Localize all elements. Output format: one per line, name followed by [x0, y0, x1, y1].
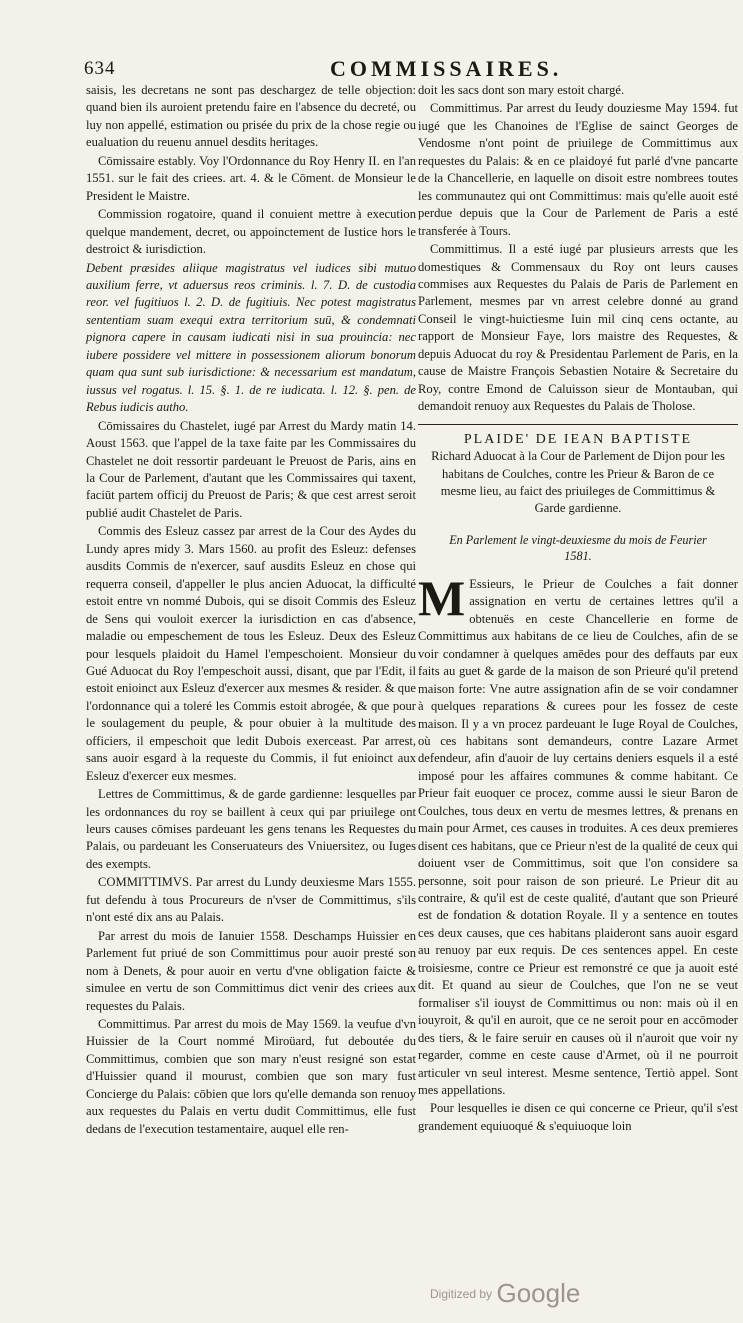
plaide-body [418, 569, 738, 1136]
plaide-subtitle: Richard Aduocat à la Cour de Parlement de Dijon pour les habitans de Coulches, contre les Prieur & Baron de ce mesme lieu, au faict des priuileges de Committimus & Garde gardienne. [431, 449, 725, 516]
left-column [86, 82, 416, 1139]
page-number: 634 [84, 58, 116, 79]
latin-citation: Debent præsides aliique magistratus vel iudices sibi mutuo auxilium ferre, vt aduersus reos criminis. l. 7. D. de custodia reor. vel fugitiuos l. 2. D. de fugitiuis. Nec potest magistratus sententiam suam exequi extra territorium suū, & condemnati pignora capere in causam iudicati nisi in sua prouincia: nec iubere possidere vel mittere in possessionem aliorum bonorum quam qua sunt sub iurisdictione: & necessarium est mandatum, iussus vel rogatus. l. 15. §. 1. de re iudicata. l. 12. §. pen. de Rebus iudicis autho. [86, 260, 416, 415]
paragraph: doit les sacs dont son mary estoit chargé. [418, 83, 625, 97]
paragraph: COMMITTIMVS. Par arrest du Lundy deuxiesme Mars 1555. fut defendu à tous Procureurs de n'vser de Committimus, s'ils n'ont esté dix ans au Palais. [86, 875, 416, 925]
paragraph: Commission rogatoire, quand il conuient mettre à execution quelque mandement, decret, ou appoinctement de Iustice hors le destroict & iurisdiction. [86, 207, 416, 257]
paragraph: Pour lesquelles ie disen ce qui concerne ce Prieur, qu'il s'est grandement equiuoqué & s'equiuoque loin [418, 1101, 738, 1133]
plaide-title: PLAIDE' DE IEAN BAPTISTE [463, 431, 693, 447]
running-head: COMMISSAIRES. [330, 56, 563, 81]
watermark-prefix: Digitized by [430, 1287, 493, 1301]
paragraph: Cōmissaires du Chastelet, iugé par Arrest du Mardy matin 14. Aoust 1563. que l'appel de la taxe faite par les Commissaires du Chastelet ne doit ressortir pardeuant le Preuost de Paris, ains en la Cour de Parlement, d'autant que les Commissaires qui taxent, faciūt partem officij du Preuost de Paris; & que cest arrest seroit publié audit Chastelet de Paris. [86, 418, 416, 520]
paragraph: Par arrest du mois de Ianuier 1558. Deschamps Huissier en Parlement fut priué de son Committimus pour auoir presté son nom à Denets, & pour auoir en vertu d'vne obligation faicte & simulee en vertu de son Committimus dict venir des criees aux requestes du Palais. [86, 928, 416, 1013]
google-logo: Google [496, 1278, 581, 1308]
paragraph: Committimus. Par arrest du Ieudy douziesme May 1594. fut iugé que les Chanoines de l'Eglise de sainct Georges de Vendosme n'ont point de priuilege de Committimus aux requestes du Palais: & en ce plaidoyé fut parlé d'vne pancarte de la Chancellerie, en laquelle on disoit estre nombrees toutes les communautez qui ont Committimus: mais qu'elle auoit esté perdue depuis que la Cour de Parlement de Paris a esté transferée à Tours. [418, 101, 738, 238]
paragraph: Lettres de Committimus, & de garde gardienne: lesquelles par les ordonnances du roy se baillent à ceux qui par priuilege ont leurs causes cōmises pardeuant les gens tenans les Requestes du Palais, ou pardeuant les Conseruateurs des Vniuersitez, ou Iuges des exempts. [86, 787, 416, 871]
right-column [418, 82, 738, 1136]
paragraph: Cōmissaire estably. Voy l'Ordonnance du Roy Henry II. en l'an 1551. sur le fait des criees. art. 4. & le Cōment. de Monsieur le President le Maistre. [86, 153, 416, 203]
drop-cap: M [418, 569, 466, 626]
paragraph: saisis, les decretans ne sont pas deschargez de telle objection: quand bien ils auroient pretendu faire en l'absence du decreté, ou luy non appellé, estimation ou prisée du prix de la chose regie ou eualuation du reuenu annuel desdits heritages. [86, 83, 416, 150]
paragraph: Committimus. Il a esté iugé par plusieurs arrests que les domestiques & Commensaux du Roy ont leurs causes commises aux Requestes du Palais de Paris de Parlement en Parlement, mesmes par vn arrest celebre donné au grand Conseil le vingt-huictiesme Iuin mil cinq cens octante, au rapport de Monsieur Faye, lors maistre des Requestes, & depuis Aduocat du roy & Presidentau Parlement de Paris, en la cause de Maistre François Sebastien Notaire & Secretaire du Roy, contre Emond de Caluisson sieur de Montauban, qui demandoit renuoy aux Requestes du Palais de Tholose. [418, 242, 738, 414]
section-divider [418, 424, 738, 425]
paragraph: Essieurs, le Prieur de Coulches a fait donner assignation en vertu de certaines lettres qu'il a obtenuës en ceste Chancellerie en forme de Committimus aux habitans de ce lieu de Coulches, afin de se voir condamner à quelques amēdes pour des deffauts par eux faits au guet & garde de la maison de son Prieuré qu'il pretend maison forte: Vne autre assignation afin de se voir condamner à quelques reparations & curees pour les fossez de ceste maison. Il y a vn procez pardeuant le Iuge Royal de Coulches, où ces habitans sont demandeurs, contre Lazare Armet defendeur, afin d'auoir de luy certains deniers esquels il a esté imposé pour les affaires communes & comme habitant. Ce Prieur fait euoquer ce procez, comme aussi le sieur Baron de Coulches, tous deux en vertu de mesmes lettres, & prenans en main pour Armet, ces causes in troduites. A ces deux premieres disent ces habitans, que ce Prieur n'est de la qualité de ceux qui doiuent vser de Committimus, soit que l'on considere sa personne, soit pour raison de son prieuré. Le Prieur dit au contraire, & qu'il est de ceste qualité, d'autant que son Prieuré est de fondation & dotation Royale. Il y a sentence en toutes ces deux causes, que ces habitans plaideront sans auoir esgard au renuoy par eux requis. De ces sentences appel. En ceste troisiesme, contre ce Prieur est remonstré ce que ja auoit esté dit. Et quand au sieur de Coulches, que l'on ne se veut formaliser s'il iouyst de Committimus ou non: mais où il en iouyroit, & qu'il en auroit, que ce ne seroit pour en accōmoder des tiers, & le faire seruir en causes où il n'auroit que voir ny regarder, comme en ceste cause d'Armet, où il ne pourroit articuler vn seul interest. Mesme sentence, Tertiò appel. Sont mes appellations. [418, 576, 738, 1098]
plaide-date: En Parlement le vingt-deuxiesme du mois de Feurier 1581. [449, 532, 707, 563]
paragraph: Committimus. Par arrest du mois de May 1569. la veufue d'vn Huissier de la Court nommé Miroüard, fut deboutée du Committimus, combien que son mary n'eust resigné son estat d'Huissier quand il mourust, combien que son mary fust Concierge du Palais: cōbien que lors qu'elle demanda son renuoy aux requestes du Palais en vertu dudit Committimus, elle fust dedans de l'execution testamentaire, auquel elle ren- [86, 1017, 416, 1136]
digitized-watermark [430, 1278, 580, 1309]
paragraph: Commis des Esleuz cassez par arrest de la Cour des Aydes du Lundy apres midy 3. Mars 1560. au profit des Esleuz: defenses ausdits Commis de n'exercer, sauf ausdits Esleuz en chose qui requerra conseil, d'appeller le plus ancien Aduocat, la difficulté estoit entre vn nommé Dubois, qui se disoit Commis des Esleuz de Sens qui vouloit exercer la iurisdiction en cas d'absence, maladie ou empeschement de tous les Esleuz. Deux des Esleuz pour lesquels plaidoit du Hamel l'empeschoient. Monsieur du Gué Aduocat du Roy l'empeschoit aussi, disant, que par l'Edit, il estoit enioinct aux Esleuz d'exercer aux mesmes & resider. & que l'ordonnance qui a toleré les Commis estoit abrogée, & que pour le soulagement du peuple, & pour obuier à la multitude des officiers, il empeschoit que ledit Dubois exerceast. Par arrest, sans auoir esgard à la requeste du Commis, il fut enioinct aux Esleuz d'exercer eux mesmes. [86, 524, 416, 783]
